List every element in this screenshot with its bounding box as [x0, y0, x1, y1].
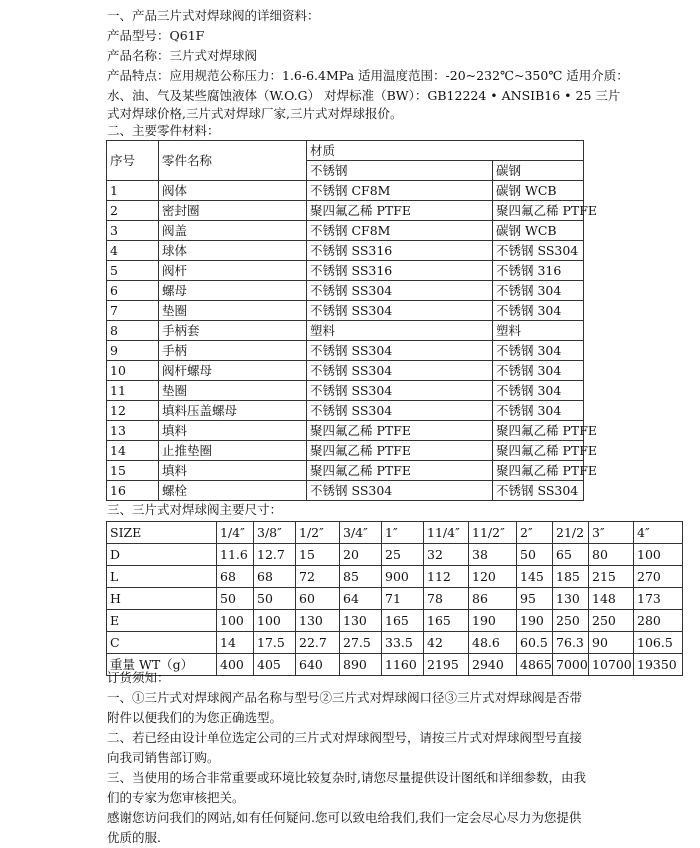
- size-cell: 15: [296, 544, 340, 566]
- size-cell: 106.5: [634, 632, 683, 654]
- section3-title: 三、三片式对焊球阀主要尺寸：: [107, 502, 283, 517]
- part-name: 填料: [159, 461, 307, 481]
- size-cell: 2″: [517, 522, 553, 544]
- size-row-label: SIZE: [107, 522, 217, 544]
- header-material: 材质: [307, 141, 584, 161]
- size-cell: 38: [469, 544, 517, 566]
- parts-row: [107, 221, 584, 241]
- size-cell: 76.3: [553, 632, 589, 654]
- part-stainless-material: 不锈钢 CF8M: [307, 181, 493, 201]
- size-cell: 215: [589, 566, 634, 588]
- size-cell: 1160: [382, 654, 424, 676]
- size-cell: 48.6: [469, 632, 517, 654]
- parts-row: [107, 281, 584, 301]
- size-cell: 27.5: [340, 632, 382, 654]
- size-cell: 86: [469, 588, 517, 610]
- header-stainless: 不锈钢: [307, 161, 493, 181]
- part-no: 6: [107, 281, 159, 301]
- parts-row: [107, 341, 584, 361]
- size-cell: 640: [296, 654, 340, 676]
- size-cell: 1/2″: [296, 522, 340, 544]
- size-cell: 68: [254, 566, 296, 588]
- model-line: 产品型号：Q61F: [107, 28, 205, 43]
- size-cell: 100: [254, 610, 296, 632]
- order-notes-title: 订货须知：: [107, 670, 170, 685]
- parts-row: [107, 401, 584, 421]
- parts-table-body: [107, 181, 598, 501]
- part-no: 8: [107, 321, 159, 341]
- part-stainless-material: 聚四氟乙稀 PTFE: [307, 461, 493, 481]
- part-stainless-material: 不锈钢 SS304: [307, 481, 493, 501]
- parts-row: [107, 381, 584, 401]
- part-no: 14: [107, 441, 159, 461]
- part-no: 3: [107, 221, 159, 241]
- size-cell: 7000: [553, 654, 589, 676]
- size-cell: 100: [634, 544, 683, 566]
- size-cell: 72: [296, 566, 340, 588]
- size-cell: 11/2″: [469, 522, 517, 544]
- size-cell: 50: [217, 588, 254, 610]
- size-row-label: C: [107, 632, 217, 654]
- size-row-label: E: [107, 610, 217, 632]
- size-cell: 3″: [589, 522, 634, 544]
- size-cell: 12.7: [254, 544, 296, 566]
- parts-row: [107, 261, 584, 281]
- size-cell: 22.7: [296, 632, 340, 654]
- part-no: 15: [107, 461, 159, 481]
- size-cell: 78: [424, 588, 469, 610]
- part-name: 球体: [159, 241, 307, 261]
- part-stainless-material: 不锈钢 SS304: [307, 401, 493, 421]
- size-cell: 14: [217, 632, 254, 654]
- part-carbon-material: 不锈钢 304: [493, 401, 584, 421]
- part-name: 止推垫圈: [159, 441, 307, 461]
- size-cell: 71: [382, 588, 424, 610]
- header-carbon: 碳钢: [493, 161, 584, 181]
- parts-row: [107, 181, 584, 201]
- size-row: [107, 544, 683, 566]
- size-dimension-table: [106, 521, 683, 676]
- size-cell: 4″: [634, 522, 683, 544]
- size-cell: 900: [382, 566, 424, 588]
- part-no: 12: [107, 401, 159, 421]
- part-stainless-material: 不锈钢 SS304: [307, 281, 493, 301]
- part-stainless-material: 不锈钢 SS304: [307, 381, 493, 401]
- section1-title: 一、产品三片式对焊球阀的详细资料：: [107, 8, 320, 23]
- size-cell: 32: [424, 544, 469, 566]
- size-cell: 60: [296, 588, 340, 610]
- parts-row: [107, 461, 584, 481]
- part-name: 阀盖: [159, 221, 307, 241]
- part-no: 2: [107, 201, 159, 221]
- size-cell: 400: [217, 654, 254, 676]
- part-name: 阀杆螺母: [159, 361, 307, 381]
- size-cell: 21/2: [553, 522, 589, 544]
- part-no: 11: [107, 381, 159, 401]
- name-line: 产品名称：三片式对焊球阀: [107, 48, 258, 63]
- part-stainless-material: 聚四氟乙稀 PTFE: [307, 421, 493, 441]
- part-name: 密封圈: [159, 201, 307, 221]
- size-row: [107, 610, 683, 632]
- size-row: [107, 632, 683, 654]
- size-cell: 95: [517, 588, 553, 610]
- size-cell: 11.6: [217, 544, 254, 566]
- parts-row: [107, 301, 584, 321]
- size-cell: 68: [217, 566, 254, 588]
- part-name: 阀杆: [159, 261, 307, 281]
- size-row-label: H: [107, 588, 217, 610]
- size-cell: 190: [517, 610, 553, 632]
- part-carbon-material: 不锈钢 304: [493, 381, 584, 401]
- size-cell: 185: [553, 566, 589, 588]
- part-carbon-material: 不锈钢 304: [493, 281, 584, 301]
- size-row: [107, 566, 683, 588]
- part-name: 填料压盖螺母: [159, 401, 307, 421]
- part-stainless-material: 不锈钢 SS316: [307, 241, 493, 261]
- size-cell: 42: [424, 632, 469, 654]
- parts-header-row: [107, 141, 584, 161]
- size-row: [107, 654, 683, 676]
- parts-row: [107, 481, 584, 501]
- size-cell: 80: [589, 544, 634, 566]
- size-row: [107, 588, 683, 610]
- part-carbon-material: 聚四氟乙稀 PTFE: [493, 441, 584, 461]
- size-cell: 11/4″: [424, 522, 469, 544]
- order-note-3: 三、当使用的场合非常重要或环境比较复杂时,请您尽量提供设计图纸和详细参数，由我们的专家为您审核把关。: [107, 770, 586, 805]
- features-line-3: 式对焊球价格,三片式对焊球厂家,三片式对焊球报价。: [107, 106, 403, 121]
- size-cell: 17.5: [254, 632, 296, 654]
- part-carbon-material: 碳钢 WCB: [493, 221, 584, 241]
- part-stainless-material: 不锈钢 SS304: [307, 341, 493, 361]
- size-cell: 112: [424, 566, 469, 588]
- size-row-label: 重量 WT（g）: [107, 654, 217, 676]
- part-carbon-material: 碳钢 WCB: [493, 181, 584, 201]
- parts-row: [107, 361, 584, 381]
- part-stainless-material: 聚四氟乙稀 PTFE: [307, 201, 493, 221]
- size-table-body: [107, 522, 683, 676]
- part-no: 10: [107, 361, 159, 381]
- size-row-label: D: [107, 544, 217, 566]
- size-header-row: [107, 522, 683, 544]
- header-no: 序号: [107, 141, 159, 181]
- parts-row: [107, 421, 584, 441]
- size-cell: 2940: [469, 654, 517, 676]
- parts-row: [107, 321, 584, 341]
- size-cell: 1/4″: [217, 522, 254, 544]
- size-row-label: L: [107, 566, 217, 588]
- part-stainless-material: 聚四氟乙稀 PTFE: [307, 441, 493, 461]
- parts-row: [107, 241, 584, 261]
- part-name: 手柄套: [159, 321, 307, 341]
- part-no: 5: [107, 261, 159, 281]
- features-line-2: 水、油、气及某些腐蚀液体（W.O.G） 对焊标准（BW）：GB12224 • ANSIB16 • 25 三片: [107, 88, 621, 103]
- part-stainless-material: 不锈钢 SS316: [307, 261, 493, 281]
- size-cell: 50: [517, 544, 553, 566]
- part-name: 填料: [159, 421, 307, 441]
- header-part-name: 零件名称: [159, 141, 307, 181]
- order-note-1: 一、①三片式对焊球阀产品名称与型号②三片式对焊球阀口径③三片式对焊球阀是否带附件以便我们的为您正确选型。: [107, 690, 583, 725]
- part-name: 螺母: [159, 281, 307, 301]
- size-cell: 130: [340, 610, 382, 632]
- size-cell: 130: [553, 588, 589, 610]
- size-cell: 85: [340, 566, 382, 588]
- size-cell: 148: [589, 588, 634, 610]
- size-cell: 165: [382, 610, 424, 632]
- size-cell: 25: [382, 544, 424, 566]
- section2-title: 二、主要零件材料：: [107, 123, 220, 138]
- part-carbon-material: 塑料: [493, 321, 584, 341]
- size-cell: 280: [634, 610, 683, 632]
- size-cell: 65: [553, 544, 589, 566]
- size-cell: 33.5: [382, 632, 424, 654]
- size-cell: 130: [296, 610, 340, 632]
- part-stainless-material: 不锈钢 SS304: [307, 361, 493, 381]
- size-cell: 145: [517, 566, 553, 588]
- part-carbon-material: 聚四氟乙稀 PTFE: [493, 201, 584, 221]
- part-no: 4: [107, 241, 159, 261]
- part-carbon-material: 不锈钢 SS304: [493, 481, 584, 501]
- part-name: 垫圈: [159, 381, 307, 401]
- part-carbon-material: 不锈钢 304: [493, 341, 584, 361]
- size-cell: 405: [254, 654, 296, 676]
- size-cell: 64: [340, 588, 382, 610]
- size-cell: 250: [553, 610, 589, 632]
- size-cell: 3/8″: [254, 522, 296, 544]
- size-cell: 2195: [424, 654, 469, 676]
- size-cell: 19350: [634, 654, 683, 676]
- size-cell: 10700: [589, 654, 634, 676]
- part-no: 16: [107, 481, 159, 501]
- size-cell: 1″: [382, 522, 424, 544]
- part-no: 13: [107, 421, 159, 441]
- size-cell: 120: [469, 566, 517, 588]
- parts-row: [107, 201, 584, 221]
- size-cell: 20: [340, 544, 382, 566]
- part-carbon-material: 不锈钢 SS304: [493, 241, 584, 261]
- part-name: 手柄: [159, 341, 307, 361]
- features-line-1: 产品特点：应用规范公称压力：1.6-6.4MPa 适用温度范围：-20~232℃~350℃ 适用介质：: [107, 68, 629, 83]
- size-cell: 100: [217, 610, 254, 632]
- size-cell: 890: [340, 654, 382, 676]
- part-name: 螺栓: [159, 481, 307, 501]
- part-stainless-material: 不锈钢 CF8M: [307, 221, 493, 241]
- size-cell: 250: [589, 610, 634, 632]
- closing-note: 感谢您访问我们的网站,如有任何疑问.您可以致电给我们,我们一定会尽心尽力为您提供优质的服.: [107, 810, 582, 845]
- part-carbon-material: 不锈钢 304: [493, 361, 584, 381]
- part-carbon-material: 聚四氟乙稀 PTFE: [493, 461, 584, 481]
- part-no: 1: [107, 181, 159, 201]
- part-name: 垫圈: [159, 301, 307, 321]
- part-carbon-material: 不锈钢 316: [493, 261, 584, 281]
- part-name: 阀体: [159, 181, 307, 201]
- size-cell: 60.5: [517, 632, 553, 654]
- part-carbon-material: 不锈钢 304: [493, 301, 584, 321]
- part-stainless-material: 不锈钢 SS304: [307, 301, 493, 321]
- size-cell: 50: [254, 588, 296, 610]
- size-cell: 3/4″: [340, 522, 382, 544]
- size-cell: 270: [634, 566, 683, 588]
- part-no: 7: [107, 301, 159, 321]
- parts-row: [107, 441, 584, 461]
- order-note-2: 二、若已经由设计单位选定公司的三片式对焊球阀型号，请按三片式对焊球阀型号直接向我司销售部订购。: [107, 730, 583, 765]
- size-cell: 165: [424, 610, 469, 632]
- size-cell: 190: [469, 610, 517, 632]
- size-cell: 90: [589, 632, 634, 654]
- parts-material-table: [106, 140, 598, 501]
- part-stainless-material: 塑料: [307, 321, 493, 341]
- part-no: 9: [107, 341, 159, 361]
- size-cell: 4865: [517, 654, 553, 676]
- size-cell: 173: [634, 588, 683, 610]
- part-carbon-material: 聚四氟乙稀 PTFE: [493, 421, 584, 441]
